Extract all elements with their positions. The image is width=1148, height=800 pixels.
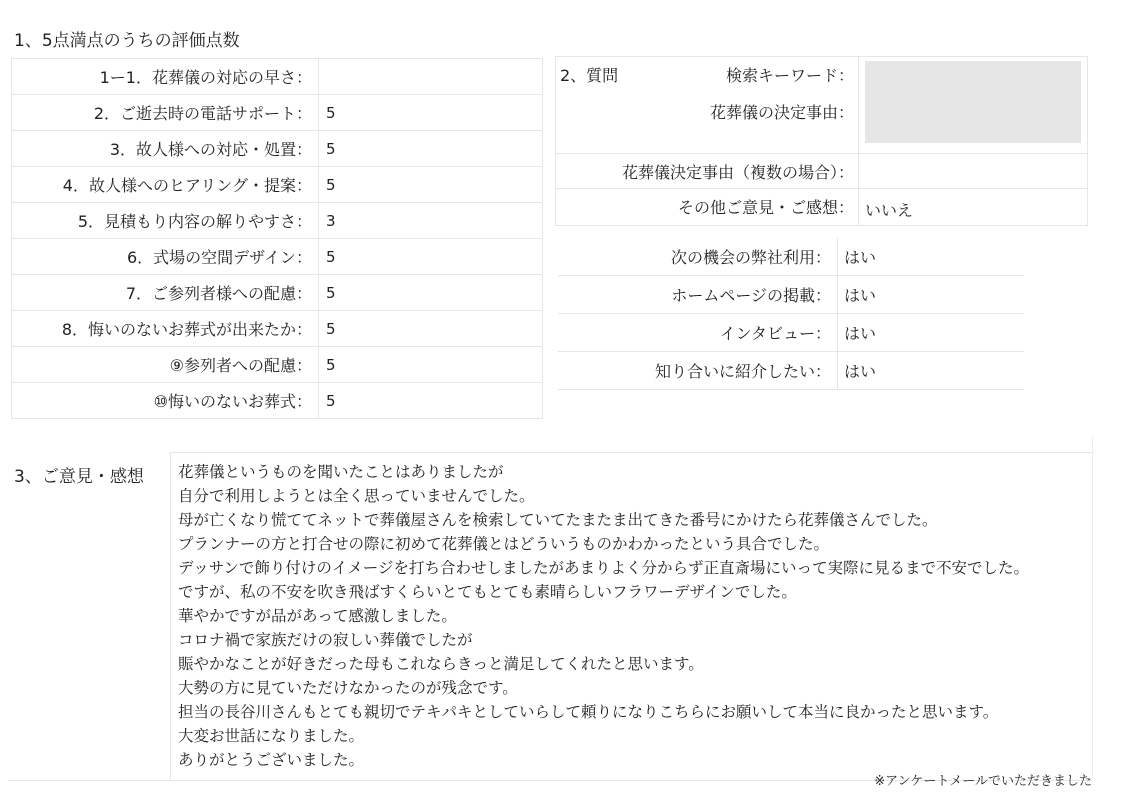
rating-value: 3 [319, 203, 543, 239]
rating-value: 5 [319, 95, 543, 131]
rating-label: 2．ご逝去時の電話サポート： [12, 95, 319, 131]
decision-reason-label: 花葬儀の決定事由： [709, 103, 854, 122]
table-row [12, 95, 543, 131]
table-row [556, 57, 1088, 154]
rating-label: 5．見積もり内容の解りやすさ： [12, 203, 319, 239]
yesno-value: はい [838, 276, 1025, 314]
table-row [12, 239, 543, 275]
question-label-cell [556, 189, 859, 226]
opinion-line: 花葬儀というものを聞いたことはありましたが [178, 463, 504, 481]
yesno-label: 知り合いに紹介したい： [558, 352, 838, 390]
opinion-line: コロナ禍で家族だけの寂しい葬儀でしたが [178, 631, 473, 649]
ratings-section-title: 1、5点満点のうちの評価点数 [14, 31, 240, 51]
table-row [12, 383, 543, 419]
other-opinion-value: いいえ [859, 189, 1088, 226]
multi-reason-label: 花葬儀決定事由（複数の場合）： [621, 163, 854, 182]
opinion-line: 大勢の方に見ていただけなかったのが残念です。 [178, 679, 518, 697]
rating-label: 4．故人様へのヒアリング・提案： [12, 167, 319, 203]
ratings-table [11, 58, 543, 419]
question-label-cell [556, 57, 859, 154]
opinion-line: プランナーの方と打合せの際に初めて花葬儀とはどういうものかわかったという具合でした。 [178, 535, 830, 553]
rating-value: 5 [319, 275, 543, 311]
rating-label: 6．式場の空間デザイン： [12, 239, 319, 275]
rating-value: 5 [319, 347, 543, 383]
rating-label: 7．ご参列者様への配慮： [12, 275, 319, 311]
opinion-line: 華やかですが品があって感激しました。 [178, 607, 457, 625]
opinion-line: ですが、私の不安を吹き飛ばすくらいとてもとても素晴らしいフラワーデザインでした。 [178, 583, 797, 601]
opinion-line: ありがとうございました。 [178, 751, 365, 769]
rating-label: 1ー1．花葬儀の対応の早さ： [12, 59, 319, 95]
multi-reason-value [859, 154, 1088, 189]
opinion-line: 大変お世話になりました。 [178, 727, 365, 745]
rating-value: 5 [319, 239, 543, 275]
rating-value [319, 59, 543, 95]
yesno-value: はい [838, 314, 1025, 352]
table-row [12, 131, 543, 167]
table-row [12, 59, 543, 95]
rating-label: ⑩悔いのないお葬式： [12, 383, 319, 419]
table-row [12, 203, 543, 239]
table-row [558, 276, 1024, 314]
divider [1092, 436, 1093, 780]
search-keyword-label: 検索キーワード： [725, 66, 854, 85]
footer-note: ※アンケートメールでいただきました [874, 774, 1092, 789]
rating-value: 5 [319, 383, 543, 419]
yesno-label: ホームページの掲載： [558, 276, 838, 314]
table-row [12, 311, 543, 347]
opinion-section-title: 3、ご意見・感想 [14, 467, 144, 487]
other-opinion-label: その他ご意見・ご感想： [677, 198, 854, 217]
table-row [12, 347, 543, 383]
table-row [556, 154, 1088, 189]
rating-label: ⑨参列者への配慮： [12, 347, 319, 383]
table-row [558, 314, 1024, 352]
rating-value: 5 [319, 131, 543, 167]
question-value-cell [859, 57, 1088, 154]
yesno-value: はい [838, 352, 1025, 390]
question-label-cell [556, 154, 859, 189]
table-row [12, 167, 543, 203]
rating-value: 5 [319, 167, 543, 203]
table-row [558, 352, 1024, 390]
rating-value: 5 [319, 311, 543, 347]
table-row [12, 275, 543, 311]
rating-label: 8．悔いのないお葬式が出来たか： [12, 311, 319, 347]
table-row [558, 238, 1024, 276]
questions-table [555, 56, 1088, 226]
opinion-line: 担当の長谷川さんもとても親切でテキパキとしていらして頼りになりこちらにお願いして本当に良かったと思います。 [178, 703, 999, 721]
opinion-line: デッサンで飾り付けのイメージを打ち合わせしましたがあまりよく分からず正直斎場にいって実際に見るまで不安でした。 [178, 559, 1029, 577]
questions-section-title: 2、質問 [560, 66, 619, 85]
opinion-line: 自分で利用しようとは全く思っていませんでした。 [178, 487, 535, 505]
yesno-value: はい [838, 238, 1025, 276]
opinion-text [178, 460, 1029, 772]
yesno-label: 次の機会の弊社利用： [558, 238, 838, 276]
table-row [556, 189, 1088, 226]
redacted-field [865, 61, 1081, 143]
opinion-line: 母が亡くなり慌ててネットで葬儀屋さんを検索していてたまたま出てきた番号にかけたら花葬儀さんでした。 [178, 511, 938, 529]
yesno-label: インタビュー： [558, 314, 838, 352]
yesno-table [558, 238, 1024, 390]
opinion-line: 賑やかなことが好きだった母もこれならきっと満足してくれたと思います。 [178, 655, 704, 673]
rating-label: 3．故人様への対応・処置： [12, 131, 319, 167]
